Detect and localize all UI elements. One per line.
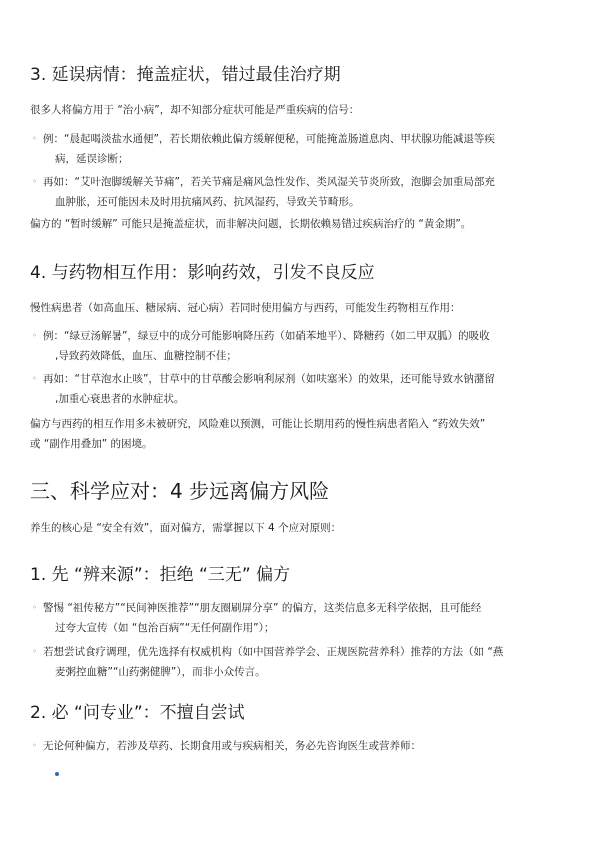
list-item-text: 警惕 “祖传秘方”“民间神医推荐”“朋友圈刷屏分享” 的偏方，这类信息多无科学依据，且可能经 xyxy=(43,602,482,614)
list-item-text: 再如：“艾叶泡脚缓解关节痛”，若关节痛是痛风急性发作、类风湿关节炎所致，泡脚会加重局部充 xyxy=(43,176,495,188)
list-item-text: 再如：“甘草泡水止咳”，甘草中的甘草酸会影响利尿剂（如呋塞米）的效果，还可能导致水钠潴留 xyxy=(43,373,495,385)
step-heading-2: 2. 必 “问专业”：不擅自尝试 xyxy=(30,703,245,723)
paragraph-intro: 很多人将偏方用于 “治小病”，却不知部分症状可能是严重疾病的信号： xyxy=(30,104,360,116)
bullet-icon: ◦ xyxy=(32,647,37,656)
list-item xyxy=(32,736,580,756)
list-item-text: 无论何种偏方，若涉及草药、长期食用或与疾病相关，务必先咨询医生或营养师： xyxy=(43,740,421,752)
paragraph-line: 或 “副作用叠加” 的困境。 xyxy=(30,438,153,450)
bullet-icon: ◦ xyxy=(32,374,37,383)
list-item xyxy=(32,642,580,682)
section-heading-3: 3. 延误病情：掩盖症状，错过最佳治疗期 xyxy=(30,65,341,85)
list-item-text: 例：“晨起喝淡盐水通便”，若长期依赖此偏方缓解便秘，可能掩盖肠道息肉、甲状腺功能减退等疾 xyxy=(43,133,495,145)
list-item xyxy=(32,369,580,409)
list-item-text: 例：“绿豆汤解暑”，绿豆中的成分可能影响降压药（如硝苯地平）、降糖药（如二甲双胍）的吸收 xyxy=(43,330,490,342)
list-item xyxy=(32,172,580,212)
list-item-text: 过夸大宣传（如 “包治百病”“无任何副作用”）； xyxy=(55,622,275,634)
bullet-icon: ◦ xyxy=(32,134,37,143)
paragraph-note: 偏方的 “暂时缓解” 可能只是掩盖症状，而非解决问题，长期依赖易错过疾病治疗的 “黄金期”。 xyxy=(30,218,472,230)
bullet-icon: ◦ xyxy=(32,177,37,186)
list-item-text: 血肿胀，还可能因未及时用抗痛风药、抗风湿药，导致关节畸形。 xyxy=(55,196,360,208)
chapter-heading: 三、科学应对：4 步远离偏方风险 xyxy=(30,479,330,503)
list-item xyxy=(32,598,580,638)
paragraph-intro: 养生的核心是 “安全有效”，面对偏方，需掌握以下 4 个应对原则： xyxy=(30,522,342,534)
list-item-text: 若想尝试食疗调理，优先选择有权威机构（如中国营养学会、正规医院营养科）推荐的方法（如 “燕 xyxy=(43,646,504,658)
list-item-text: 麦粥控血糖”“山药粥健脾”），而非小众传言。 xyxy=(55,666,266,678)
paragraph-note xyxy=(30,414,575,454)
list-item xyxy=(32,129,580,169)
bullet-icon: ◦ xyxy=(32,741,37,750)
list-item-text: 病，延误诊断； xyxy=(55,153,129,165)
step-heading-1: 1. 先 “辨来源”：拒绝 “三无” 偏方 xyxy=(30,565,291,585)
section-heading-4: 4. 与药物相互作用：影响药效，引发不良反应 xyxy=(30,263,375,283)
list-item-text: ,导致药效降低，血压、血糖控制不佳； xyxy=(55,350,237,362)
list-item xyxy=(32,326,580,366)
paragraph-intro: 慢性病患者（如高血压、糖尿病、冠心病）若同时使用偏方与西药，可能发生药物相互作用： xyxy=(30,302,461,314)
bullet-icon: ◦ xyxy=(32,603,37,612)
list-item-text: ,加重心衰患者的水肿症状。 xyxy=(55,393,185,405)
paragraph-line: 偏方与西药的相互作用多未被研究，风险难以预测，可能让长期用药的慢性病患者陷入 “药效失效” xyxy=(30,418,486,430)
bullet-icon: ◦ xyxy=(32,331,37,340)
bullet-dot-icon xyxy=(55,772,59,776)
